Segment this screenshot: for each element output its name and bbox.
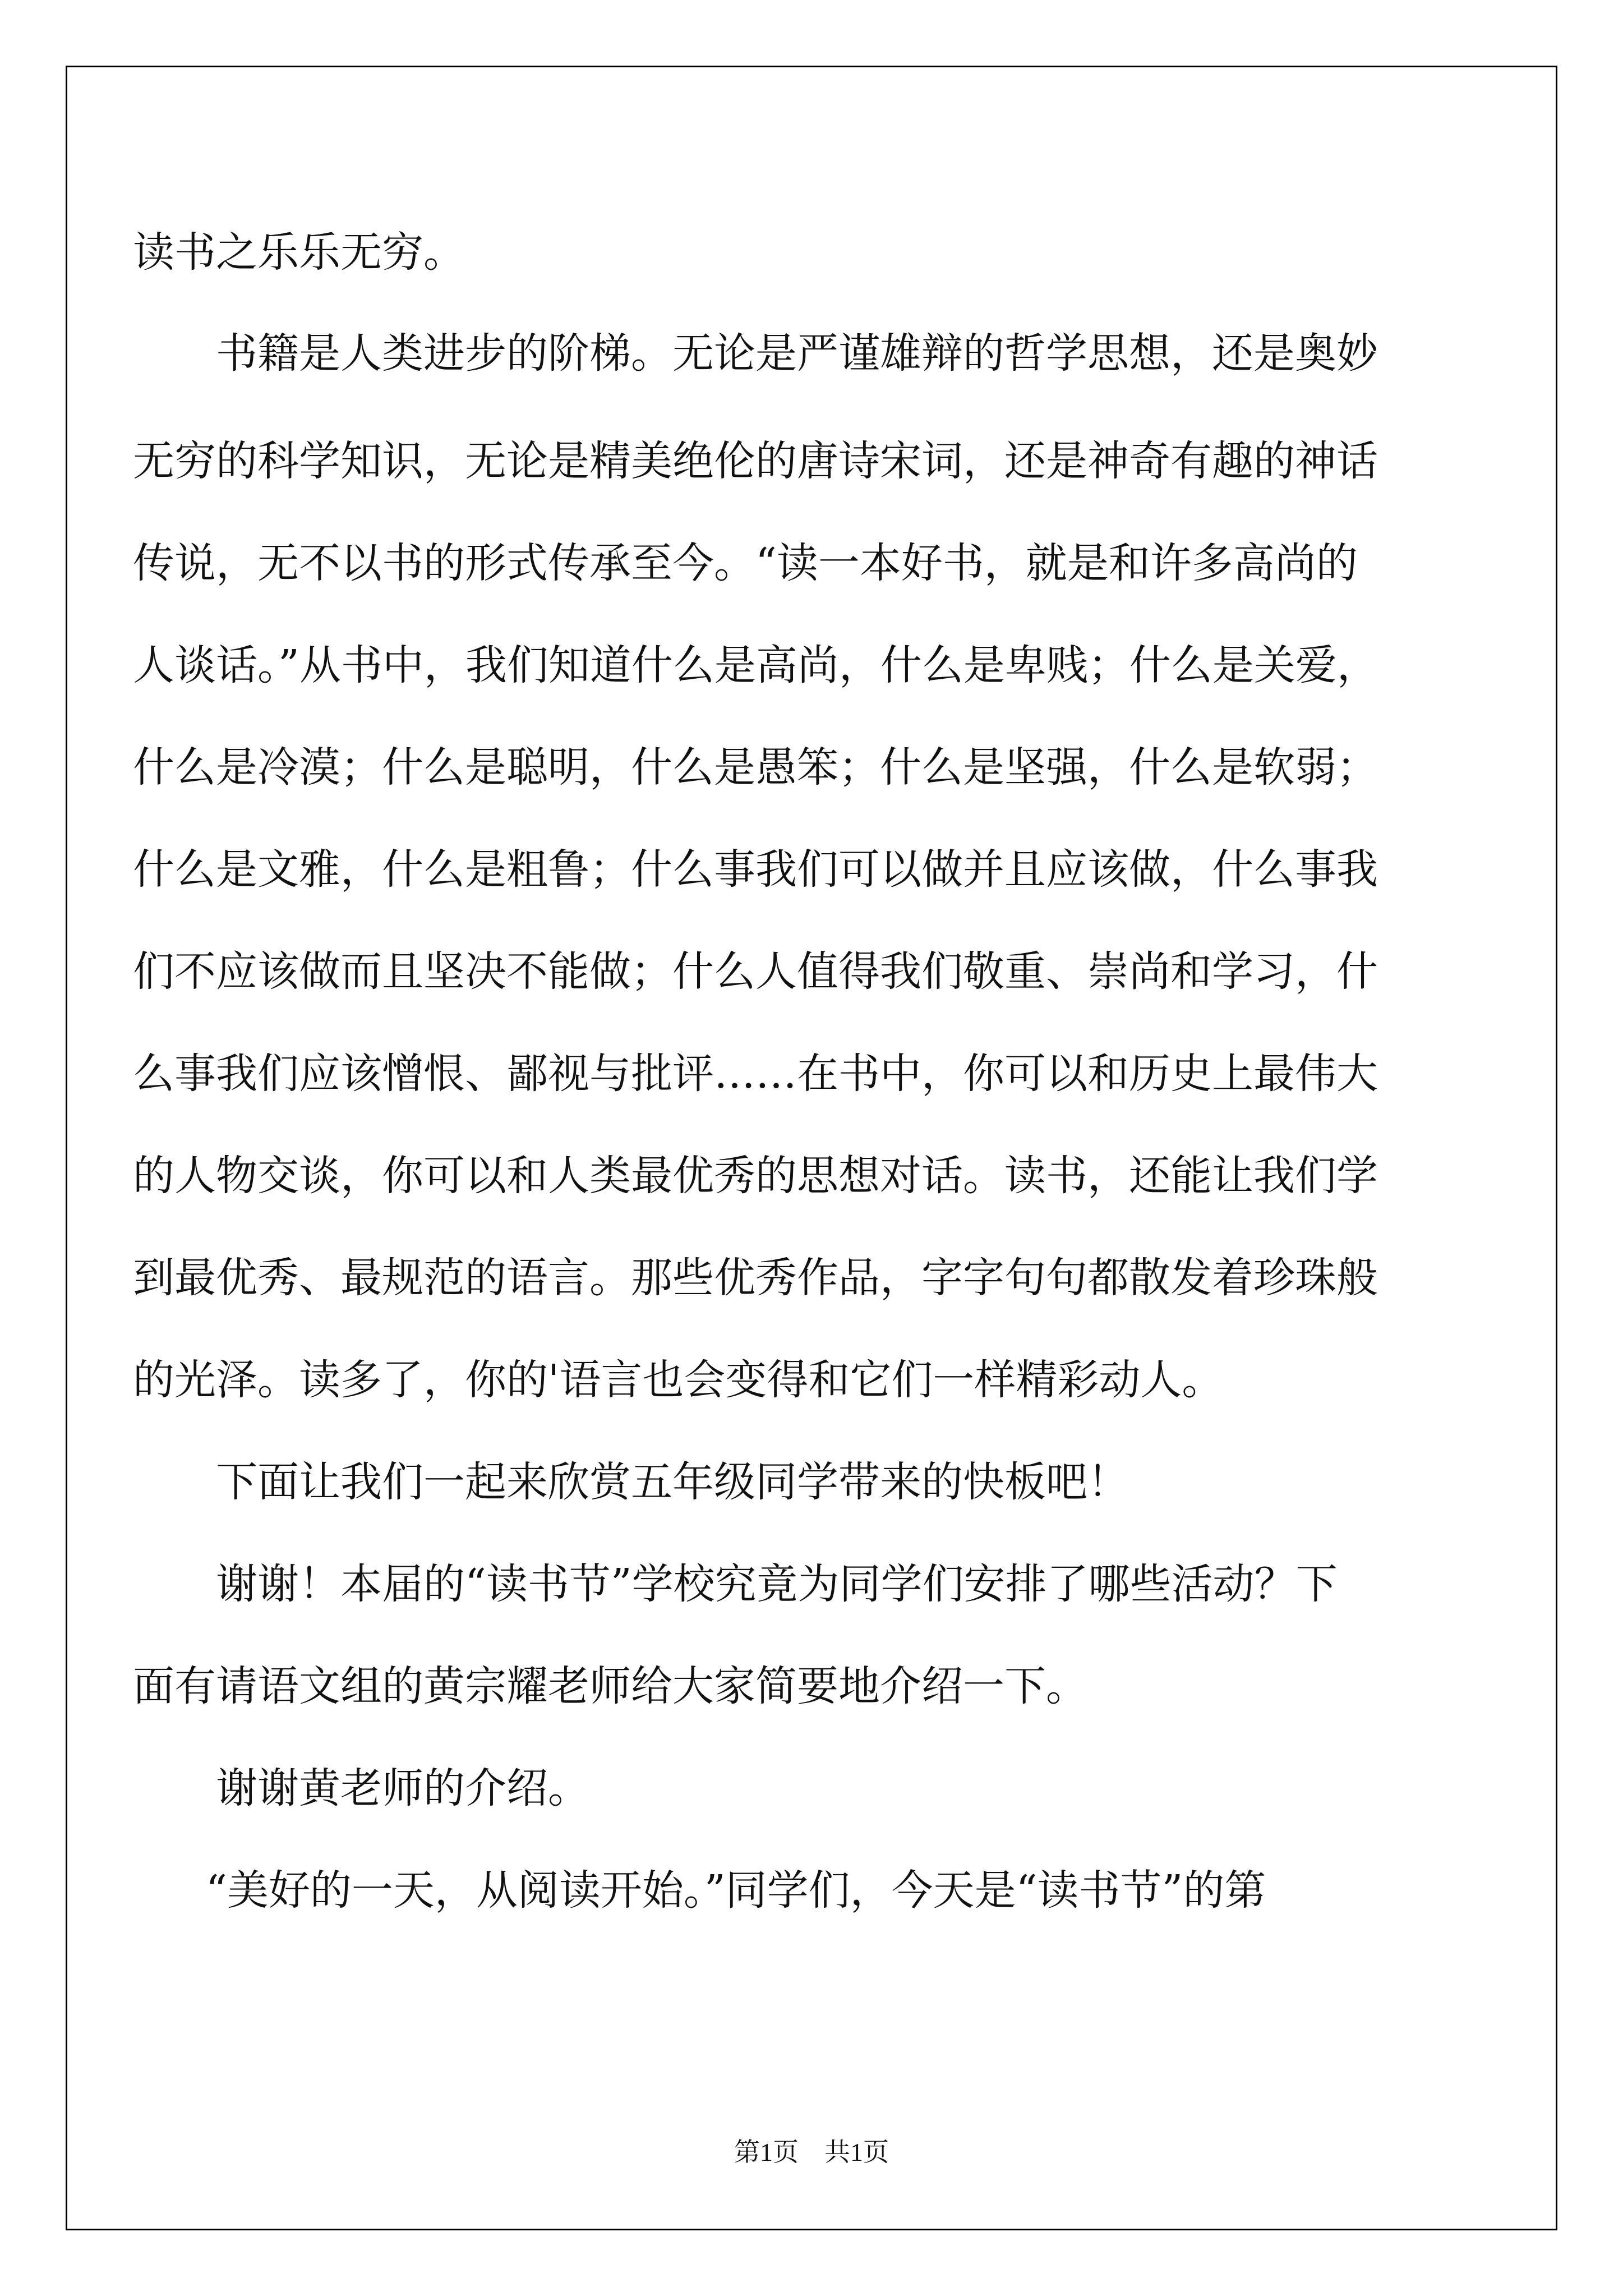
text-line: 什么是冷漠；什么是聪明，什么是愚笨；什么是坚强，什么是软弱； — [133, 743, 1378, 792]
text-line: 无穷的科学知识，无论是精美绝伦的唐诗宋词，还是神奇有趣的神话 — [133, 437, 1378, 485]
text-line: 谢谢！本届的“读书节”学校究竟为同学们安排了哪些活动？下 — [216, 1560, 1338, 1608]
text-line: 的人物交谈，你可以和人类最优秀的思想对话。读书，还能让我们学 — [133, 1152, 1378, 1200]
text-line: 下面让我们一起来欣赏五年级同学带来的快板吧！ — [216, 1458, 1129, 1506]
text-line: 书籍是人类进步的阶梯。无论是严谨雄辩的哲学思想，还是奥妙 — [216, 329, 1378, 378]
text-line: “美好的一天，从阅读开始。”同学们，今天是“读书节”的第 — [206, 1866, 1266, 1915]
text-line: 么事我们应该憎恨、鄙视与批评……在书中，你可以和历史上最伟大 — [133, 1050, 1378, 1098]
text-line: 们不应该做而且坚决不能做；什么人值得我们敬重、崇尚和学习，什 — [133, 947, 1378, 996]
text-line: 到最优秀、最规范的语言。那些优秀作品，字字句句都散发着珍珠般 — [133, 1254, 1378, 1302]
text-line: 读书之乐乐无穷。 — [133, 228, 465, 277]
page-number-footer: 第1页 共1页 — [734, 2138, 889, 2166]
text-line: 什么是文雅，什么是粗鲁；什么事我们可以做并且应该做，什么事我 — [133, 845, 1378, 894]
text-line: 的光泽。读多了，你的'语言也会变得和它们一样精彩动人。 — [133, 1356, 1224, 1404]
text-line: 面有请语文组的黄宗耀老师给大家简要地介绍一下。 — [133, 1662, 1087, 1710]
text-line: 人谈话。”从书中，我们知道什么是高尚，什么是卑贱；什么是关爱， — [133, 641, 1378, 689]
text-line: 传说，无不以书的形式传承至今。“读一本好书，就是和许多高尚的 — [133, 539, 1358, 587]
text-line: 谢谢黄老师的介绍。 — [216, 1764, 589, 1812]
